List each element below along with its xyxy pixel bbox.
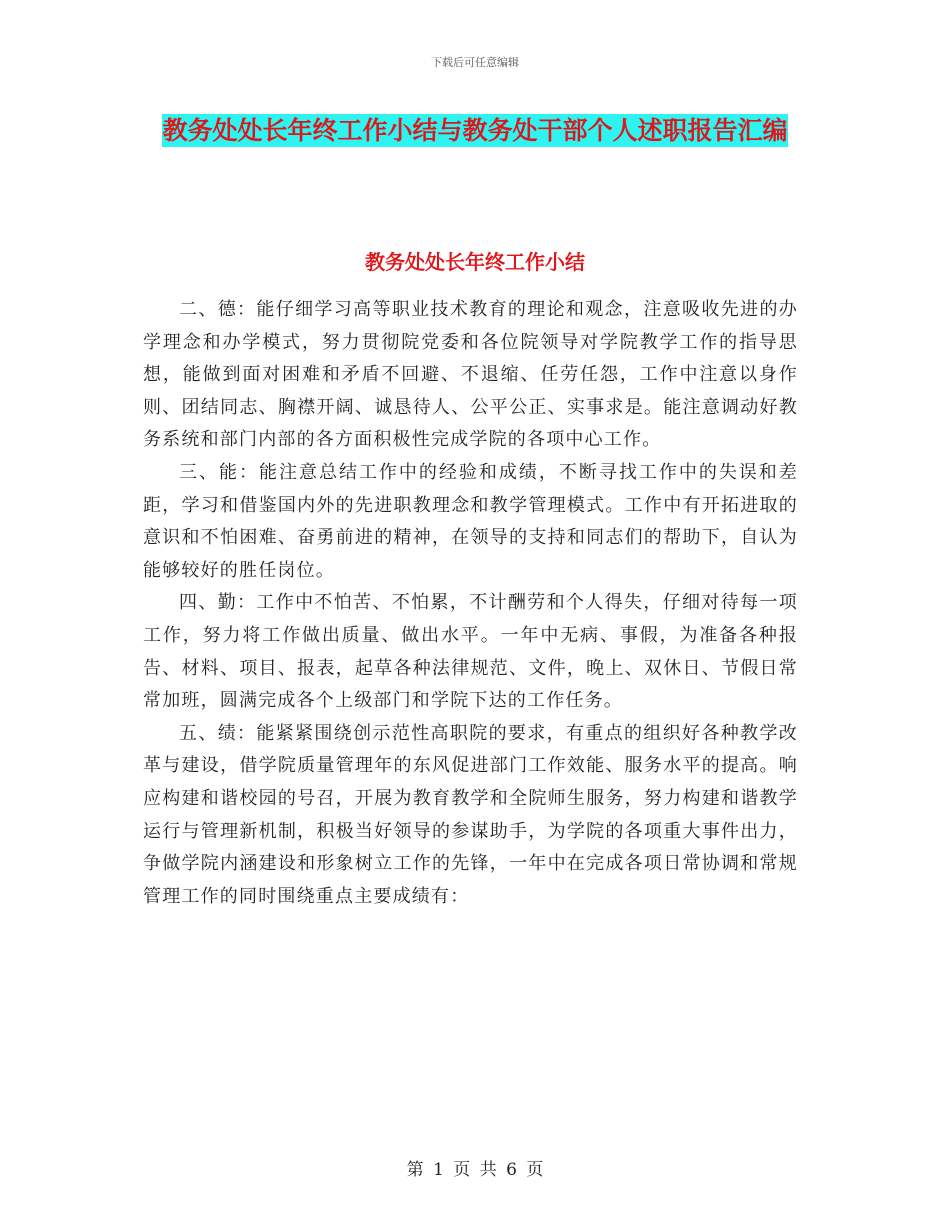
page-number-footer: 第 1 页 共 6 页 bbox=[406, 1160, 544, 1180]
paragraph-ji: 五、绩：能紧紧围绕创示范性高职院的要求，有重点的组织好各种教学改革与建设，借学院质量管理年的东风促进部门工作效能、服务水平的提高。响应构建和谐校园的号召，开展为教育教学和全院师生服务，努力构建和谐教学运行与管理新机制，积极当好领导的参谋助手，为学院的各项重大事件出力，争做学院内涵建设和形象树立工作的先锋，一年中在完成各项日常协调和常规管理工作的同时围绕重点主要成绩有： bbox=[143, 722, 798, 907]
document-title bbox=[140, 108, 810, 153]
section-title: 教务处处长年终工作小结 bbox=[365, 250, 585, 274]
paragraph-de: 二、德：能仔细学习高等职业技术教育的理论和观念，注意吸收先进的办学理念和办学模式，努力贯彻院党委和各位院领导对学院教学工作的指导思想，能做到面对困难和矛盾不回避、不退缩、任劳任怨，工作中注意以身作则、团结同志、胸襟开阔、诚恳待人、公平公正、实事求是。能注意调动好教务系统和部门内部的各方面积极性完成学院的各项中心工作。 bbox=[143, 299, 798, 451]
paragraph-qin: 四、勤：工作中不怕苦、不怕累，不计酬劳和个人得失，仔细对待每一项工作，努力将工作做出质量、做出水平。一年中无病、事假，为准备各种报告、材料、项目、报表，起草各种法律规范、文件，晚上、双休日、节假日常常加班，圆满完成各个上级部门和学院下达的工作任务。 bbox=[143, 592, 798, 712]
paragraph-neng: 三、能：能注意总结工作中的经验和成绩，不断寻找工作中的失误和差距，学习和借鉴国内外的先进职教理念和教学管理模式。工作中有开拓进取的意识和不怕困难、奋勇前进的精神，在领导的支持和同志们的帮助下，自认为能够较好的胜任岗位。 bbox=[143, 461, 798, 581]
document-title-text: 教务处处长年终工作小结与教务处干部个人述职报告汇编 bbox=[162, 116, 788, 145]
header-note: 下载后可任意编辑 bbox=[431, 56, 519, 69]
document-body bbox=[143, 294, 798, 913]
